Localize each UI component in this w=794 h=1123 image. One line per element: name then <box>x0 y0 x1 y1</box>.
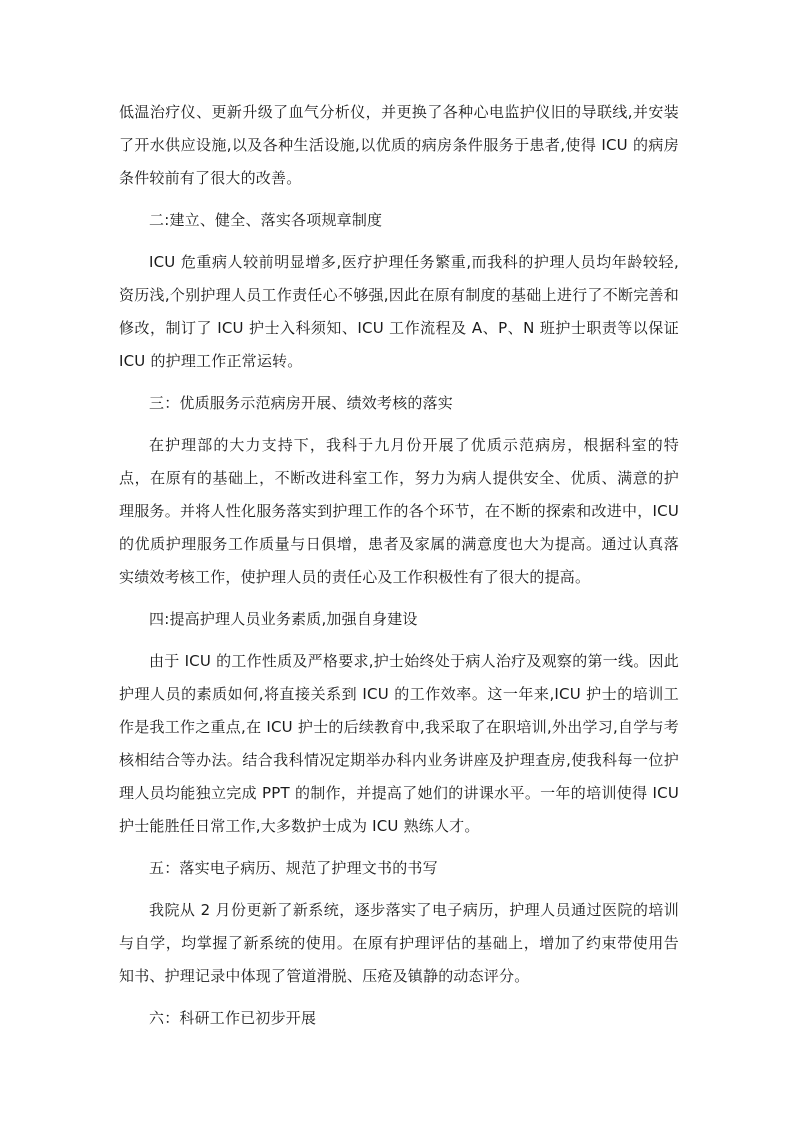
paragraph-rules-system: ICU 危重病人较前明显增多,医疗护理任务繁重,而我科的护理人员均年龄较轻,资历浅,个别护理人员工作责任心不够强,因此在原有制度的基础上进行了不断完善和修改，制订了 ICU 护士入科须知、ICU 工作流程及 A、P、N 班护士职责等以保证 ICU 的护理工作正常运转。 <box>119 253 679 370</box>
section-heading-6: 六：科研工作已初步开展 <box>149 1009 317 1027</box>
section-heading-5: 五：落实电子病历、规范了护理文书的书写 <box>149 859 438 877</box>
paragraph-electronic-records: 我院从 2 月份更新了新系统，逐步落实了电子病历，护理人员通过医院的培训与自学，均掌握了新系统的使用。在原有护理评估的基础上，增加了约束带使用告知书、护理记录中体现了管道滑脱、压疮及镇静的动态评分。 <box>119 901 679 985</box>
document-body <box>119 96 679 1044</box>
paragraph-quality-service: 在护理部的大力支持下，我科于九月份开展了优质示范病房，根据科室的特点，在原有的基础上，不断改进科室工作，努力为病人提供安全、优质、满意的护理服务。并将人性化服务落实到护理工作的各个环节，在不断的探索和改进中，ICU 的优质护理服务工作质量与日俱增，患者及家属的满意度也大为提高。通过认真落实绩效考核工作，使护理人员的责任心及工作积极性有了很大的提高。 <box>119 436 679 586</box>
section-heading-3: 三：优质服务示范病房开展、绩效考核的落实 <box>149 394 454 412</box>
section-heading-4: 四:提高护理人员业务素质,加强自身建设 <box>149 610 418 628</box>
paragraph-staff-training: 由于 ICU 的工作性质及严格要求,护士始终处于病人治疗及观察的第一线。因此护理人员的素质如何,将直接关系到 ICU 的工作效率。这一年来,ICU 护士的培训工作是我工作之重点,在 ICU 护士的后续教育中,我采取了在职培训,外出学习,自学与考核相结合等办法。结合我科情况定期举办科内业务讲座及护理查房,使我科每一位护理人员均能独立完成 PPT 的制作，并提高了她们的讲课水平。一年的培训使得 ICU 护士能胜任日常工作,大多数护士成为 ICU 熟练人才。 <box>119 652 679 835</box>
paragraph-equipment-improvements: 低温治疗仪、更新升级了血气分析仪，并更换了各种心电监护仪旧的导联线,并安装了开水供应设施,以及各种生活设施,以优质的病房条件服务于患者,使得 ICU 的病房条件较前有了很大的改善。 <box>119 103 679 187</box>
section-heading-2: 二:建立、健全、落实各项规章制度 <box>149 211 383 229</box>
